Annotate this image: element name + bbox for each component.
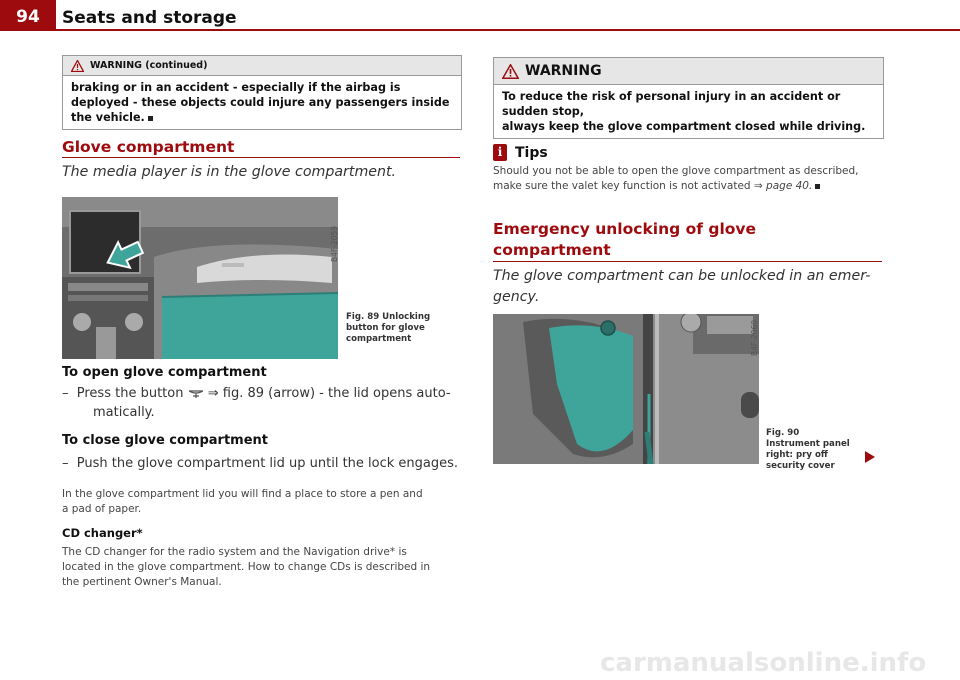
warning-triangle-icon <box>71 60 84 72</box>
section-title: Seats and storage <box>62 8 237 28</box>
close-step: – Push the glove compartment lid up until the lock engages. <box>62 456 459 471</box>
warning-continued-box <box>62 55 462 130</box>
emergency-heading: Emergency unlocking of glove compartment <box>493 220 757 259</box>
figure-89-code: B4F-2059 <box>330 226 339 263</box>
info-icon: i <box>493 144 507 161</box>
open-step-continued: matically. <box>93 405 155 420</box>
step-dash: – <box>62 456 77 471</box>
play-arrow-icon[interactable] <box>865 451 875 463</box>
end-mark <box>148 116 153 121</box>
warning-title: WARNING <box>525 63 602 79</box>
pen-note: In the glove compartment lid you will find a place to store a pen and a pad of paper. <box>62 488 423 515</box>
emergency-intro: The glove compartment can be unlocked in an emer- gency. <box>493 268 871 305</box>
open-glove-heading: To open glove compartment <box>62 365 267 380</box>
close-glove-heading: To close glove compartment <box>62 433 269 448</box>
tips-title: Tips <box>515 144 548 161</box>
tips-text: Should you not be able to open the glove compartment as described, make sure the valet key function is not activated ⇒ page 40. <box>493 165 859 192</box>
warning-box <box>493 57 884 139</box>
cd-changer-text: The CD changer for the radio system and the Navigation drive* is located in the glove compartment. How to change CDs is described in the pertinent Owner's Manual. <box>62 546 431 588</box>
warning-continued-body: braking or in an accident - especially if the airbag is deployed - these objects could injure any passengers inside the vehicle. <box>71 81 450 124</box>
figure-90-caption: Fig. 90 Instrument panel right: pry off security cover <box>766 428 850 471</box>
warning-body: To reduce the risk of personal injury in an accident or sudden stop, always keep the glove compartment closed while driving. <box>502 90 866 133</box>
figure-89-caption: Fig. 89 Unlocking button for glove compartment <box>346 312 431 344</box>
step-dash: – <box>62 386 77 401</box>
watermark: carmanualsonline.info <box>600 648 927 678</box>
end-mark <box>815 184 820 189</box>
warning-continued-title: WARNING (continued) <box>90 60 208 71</box>
heading-rule <box>493 261 882 262</box>
cd-changer-heading: CD changer* <box>62 526 143 540</box>
warning-continued-header <box>63 56 461 76</box>
tips-header <box>493 144 548 161</box>
figure-90-code: B4F-2060 <box>750 320 759 357</box>
heading-rule <box>62 157 460 158</box>
figure-90-image <box>493 314 759 464</box>
dashboard-illustration <box>62 197 338 359</box>
glove-compartment-heading: Glove compartment <box>62 138 235 156</box>
glove-intro: The media player is in the glove compartment. <box>62 164 397 180</box>
figure-89-image <box>62 197 338 359</box>
warning-triangle-icon <box>502 64 519 79</box>
glove-button-icon <box>188 389 204 399</box>
instrument-panel-illustration <box>493 314 759 464</box>
header-rule <box>0 29 960 31</box>
page-number: 94 <box>0 0 56 30</box>
open-step: – Press the button ⇒ fig. 89 (arrow) - the lid opens auto- <box>62 386 451 401</box>
warning-header <box>494 58 883 85</box>
